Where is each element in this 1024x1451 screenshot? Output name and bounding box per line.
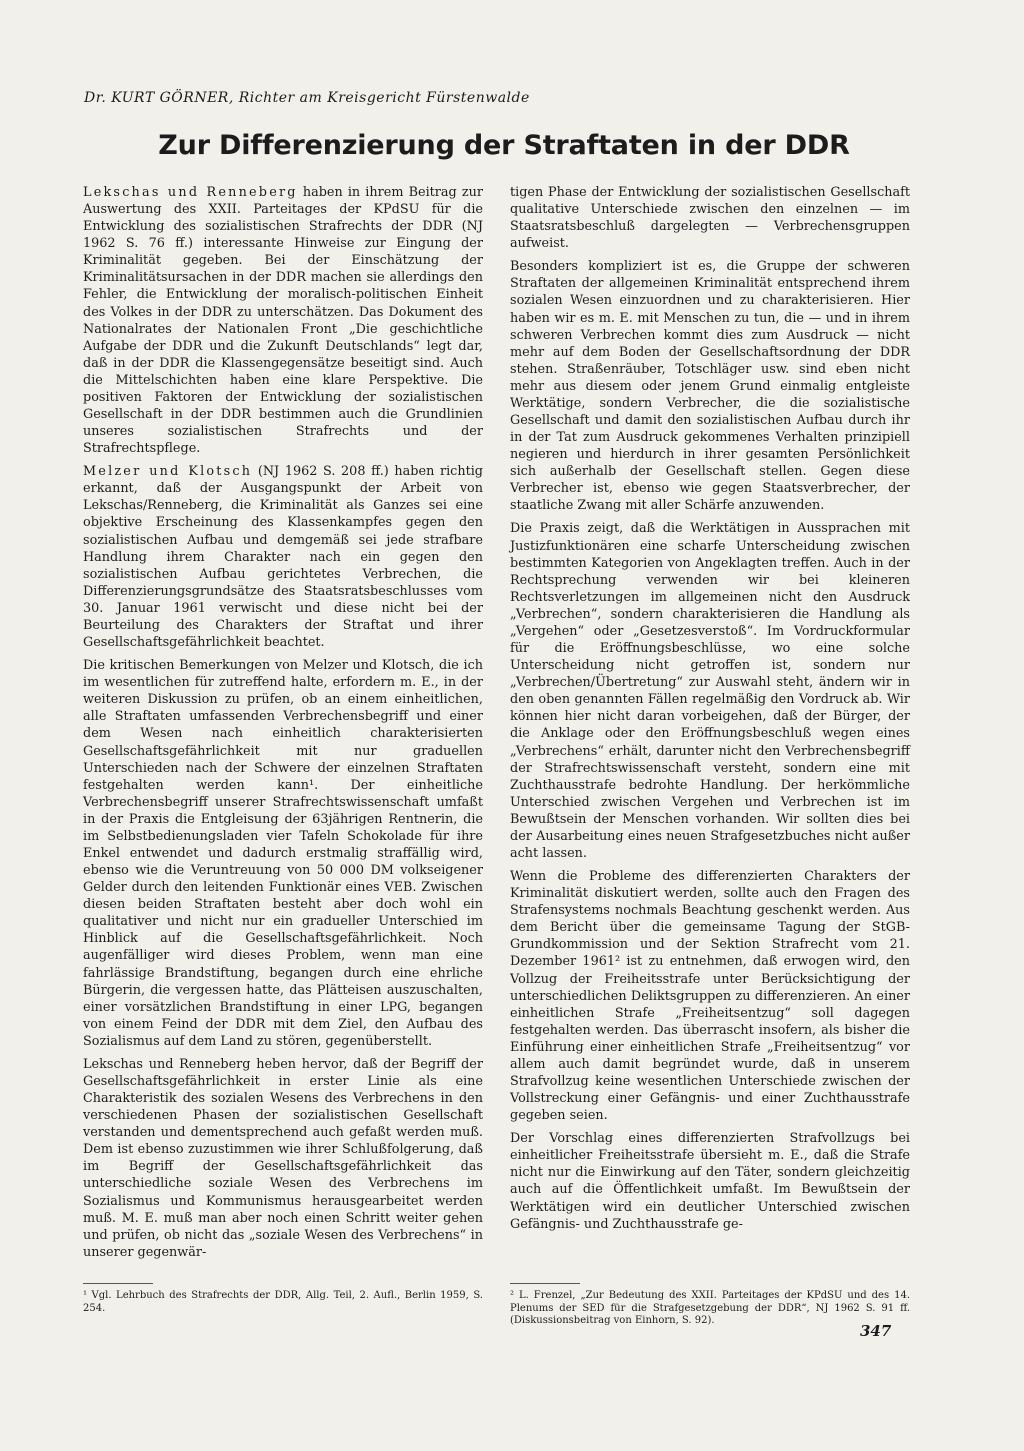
paragraph: Wenn die Probleme des differenzierten Charakters der Kriminalität diskutiert werden, sollte auch den Fragen des Strafensystems nochmals Beachtung geschenkt werden. Aus dem Bericht über die gemeinsame Tagung der StGB-Grundkommission und der Sektion Strafrecht vom 21. Dezember 1961² ist zu entnehmen, daß erwogen wird, den Vollzug der Freiheitsstrafe unter Berücksichtigung der unterschiedlichen Deliktsgruppen zu differenzieren. An einer einheitlichen Strafe „Freiheitsentzug“ soll dagegen festgehalten werden. Das überrascht insofern, als bisher die Einführung einer einheitlichen Strafe „Freiheitsentzug“ vor allem auch damit begründet wurde, daß in unserem Strafvollzug keine wesentlichen Unterschiede zwischen der Vollstreckung einer Gefängnis- und einer Zuchthausstrafe gegeben seien. <box>510 869 910 1124</box>
author-line: Dr. KURT GÖRNER, Richter am Kreisgericht Fürstenwalde <box>84 90 530 106</box>
article-title: Zur Differenzierung der Straftaten in der DDR <box>158 130 850 161</box>
page-number: 347 <box>860 1322 892 1340</box>
left-column <box>83 184 483 1267</box>
right-column <box>510 184 910 1239</box>
paragraph <box>83 184 483 457</box>
author-names: Melzer und Klotsch <box>83 464 253 480</box>
author-names: Lekschas und Renneberg <box>83 185 298 200</box>
footnote-divider <box>510 1283 580 1284</box>
paragraph: Der Vorschlag eines differenzierten Strafvollzugs bei einheitlicher Freiheitsstrafe übersieht m. E., daß die Strafe nicht nur die Einwirkung auf den Täter, sondern gleichzeitig auch auf die Öffentlichkeit umfaßt. Im Bewußtsein der Werktätigen wird ein deutlicher Unterschied zwischen Gefängnis- und Zuchthausstrafe ge- <box>510 1131 910 1232</box>
paragraph <box>83 463 483 651</box>
paragraph: Besonders kompliziert ist es, die Gruppe der schweren Straftaten der allgemeinen Kriminalität entsprechend ihrem sozialen Wesen einzuordnen und zu charakterisieren. Hier haben wir es m. E. mit Menschen zu tun, die — und in ihrem schweren Verbrechen kommt dies zum Ausdruck — nicht mehr auf dem Boden der Gesellschaftsordnung der DDR stehen. Straßenräuber, Totschläger usw. sind eben nicht mehr aus diesem oder jenem Grund einmalig entgleiste Werktätige, sondern Verbrecher, die die sozialistische Gesellschaft und damit den sozialistischen Aufbau durch ihr in der Tat zum Ausdruck gekommenes Verhalten prinzipiell negieren und hierdurch in ihrer gesamten Persönlichkeit sich außerhalb der Gesellschaft stellen. Gegen diese Verbrecher ist, ebenso wie gegen Staatsverbrecher, der staatliche Zwang mit aller Schärfe anzuwenden. <box>510 259 910 514</box>
paragraph: Die Praxis zeigt, daß die Werktätigen in Aussprachen mit Justizfunktionären eine scharfe Unterscheidung zwischen bestimmten Kategorien von Angeklagten treffen. Auch in der Rechtsprechung verwenden wir bei kleineren Rechtsverletzungen im allgemeinen nicht den Ausdruck „Verbrechen“, sondern charakterisieren die Handlung als „Vergehen“ oder „Gesetzesverstoß“. Im Vordruckformular für die Eröffnungsbeschlüsse, wo eine solche Unterscheidung nicht getroffen ist, sondern nur „Verbrechen/Übertretung“ zur Auswahl steht, ändern wir in den oben genannten Fällen regelmäßig den Vordruck ab. Wir können hier nicht daran vorbeigehen, daß der Bürger, der die Anklage oder den Eröffnungsbeschluß wegen eines „Verbrechens“ erhält, darunter nicht den Verbrechensbegriff der Strafrechtswissenschaft versteht, sondern eine mit Zuchthausstrafe bedrohte Handlung. Der herkömmliche Unterschied zwischen Vergehen und Verbrechen ist im Bewußtsein der Menschen vorhanden. Wir sollten dies bei der Ausarbeitung eines neuen Strafgesetzbuches nicht außer acht lassen. <box>510 521 910 861</box>
paragraph: Die kritischen Bemerkungen von Melzer und Klotsch, die ich im wesentlichen für zutreffend halte, erfordern m. E., in der weiteren Diskussion zu prüfen, ob an einem einheitlichen, alle Straftaten umfassenden Verbrechensbegriff und einer dem Wesen nach einheitlich charakterisierten Gesellschaftsgefährlichkeit mit nur graduellen Unterschieden nach der Schwere der einzelnen Straftaten festgehalten werden kann¹. Der einheitliche Verbrechensbegriff unserer Strafrechtswissenschaft umfaßt in der Praxis die Entgleisung der 63jährigen Rentnerin, die im Selbstbedienungsladen vier Tafeln Schokolade für ihre Enkel entwendet und dadurch erstmalig straffällig wird, ebenso wie die Veruntreuung von 50 000 DM volkseigener Gelder durch den leitenden Funktionär eines VEB. Zwischen diesen beiden Straftaten besteht aber doch wohl ein qualitativer und nicht nur ein gradueller Unterschied im Hinblick auf die Gesellschaftsgefährlichkeit. Noch augenfälliger wird dieses Problem, wenn man eine fahrlässige Brandstiftung, begangen durch eine ehrliche Bürgerin, die vergessen hatte, das Plätteisen auszuschalten, einer vorsätzlichen Brandstiftung in einer LPG, begangen von einem Feind der DDR mit dem Ziel, den Aufbau des Sozialismus auf dem Land zu stören, gegenüberstellt. <box>83 658 483 1049</box>
footnote-divider <box>83 1283 153 1284</box>
paragraph-text: (NJ 1962 S. 208 ff.) haben richtig erkannt, daß der Ausgangspunkt der Arbeit von Lekschas/Renneberg, die Kriminalität als Ganzes sei eine objektive Erscheinung des Klassenkampfes gegen den sozialistischen Aufbau und demgemäß sei jede strafbare Handlung ihrem Charakter nach ein gegen den sozialistischen Aufbau gerichtetes Verbrechen, die Differenzierungsgrundsätze des Staatsratsbeschlusses vom 30. Januar 1961 verwischt und diese nicht bei der Beurteilung des Charakters der Straftat und ihrer Gesellschaftsgefährlichkeit beachtet. <box>83 464 483 651</box>
paragraph: tigen Phase der Entwicklung der sozialistischen Gesellschaft qualitative Unterschiede zwischen den einzelnen — im Staatsratsbeschluß dargelegten — Verbrechensgruppen aufweist. <box>510 185 910 252</box>
paragraph-text: haben in ihrem Beitrag zur Auswertung des XXII. Parteitages der KPdSU für die Entwicklung des sozialistischen Strafrechts der DDR (NJ 1962 S. 76 ff.) interessante Hinweise zur Eingung der Kriminalität gegeben. Bei der Einschätzung der Kriminalitätsursachen in der DDR machen sie allerdings den Fehler, die Entwicklung der moralisch-politischen Einheit des Volkes in der DDR zu unterschätzen. Das Dokument des Nationalrates der Nationalen Front „Die geschichtliche Aufgabe der DDR und die Zukunft Deutschlands“ legt dar, daß in der DDR die Klassengegensätze beseitigt sind. Auch die Mittelschichten haben eine klare Perspektive. Die positiven Faktoren der Entwicklung der sozialistischen Gesellschaft in der DDR bestimmen auch die Grundlinien unseres sozialistischen Strafrechts und der Strafrechtspflege. <box>83 185 483 457</box>
footnote-2: ² L. Frenzel, „Zur Bedeutung des XXII. Parteitages der KPdSU und des 14. Plenums der SED für die Strafgesetzgebung der DDR“, NJ 1962 S. 91 ff. (Diskussionsbeitrag von Einhorn, S. 92). <box>510 1290 910 1326</box>
paragraph: Lekschas und Renneberg heben hervor, daß der Begriff der Gesellschaftsgefährlichkeit in erster Linie als eine Charakteristik des sozialen Wesens des Verbrechens in den verschiedenen Phasen der sozialistischen Gesellschaft verstanden und dementsprechend auch gefaßt werden muß. Dem ist ebenso zuzustimmen wie ihrer Schlußfolgerung, daß im Begriff der Gesellschaftsgefährlichkeit das unterschiedliche soziale Wesen des Verbrechens im Sozialismus und Kommunismus herausgearbeitet werden muß. M. E. muß man aber noch einen Schritt weiter gehen und prüfen, ob nicht das „soziale Wesen des Verbrechens“ in unserer gegenwär- <box>83 1056 483 1260</box>
footnote-1: ¹ Vgl. Lehrbuch des Strafrechts der DDR, Allg. Teil, 2. Aufl., Berlin 1959, S. 254. <box>83 1290 483 1314</box>
